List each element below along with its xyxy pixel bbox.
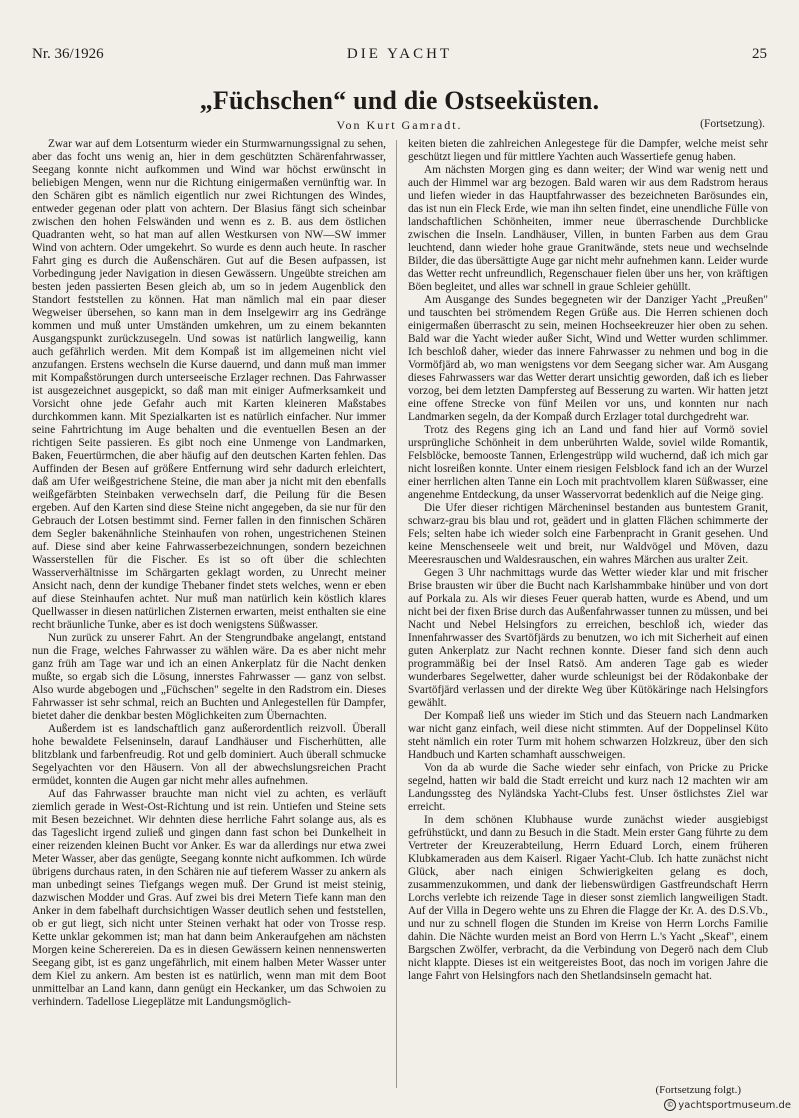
paragraph: Zwar war auf dem Lotsenturm wieder ein Sturmwarnungssignal zu sehen, aber das focht uns wenig an, hier in dem geschützten Schärenfahrwasser, Seegang konnte nicht aufkommen und Wind war höchst erwünscht in beliebigen Mengen, wenn nur die Richtung einigermaßen vernünftig war. In den Schären gibt es nämlich eigentlich nur zwei Richtungen des Windes, entweder gegenan oder platt von achtern. Der Blasius fängt sich scheinbar zwischen den hohen Felswänden und wenn es z. B. aus dem östlichen Quadranten weht, so hat man auf allen Westkursen von NW—SW immer Wind von achtern. Oder umgekehrt. So wurde es denn auch heute. In rascher Fahrt ging es durch die Außenschären. Gut auf die Besen aufpassen, ist Vorbedingung jeder Navigation in diesen Gewässern. Ungeübte streichen am besten jeden passierten Besen gleich ab, um so in jedem Augenblick den Standort feststellen zu können. Hat man nämlich mal ein paar dieser Wegweiser übersehen, so kann man in dem Inselgewirr arg ins Gedränge kommen und muß unter Umständen umkehren, um zu einem bekannten Ausgangspunkt zurückzusegeln. Und sowas ist natürlich langweilig, kann auch gefährlich werden. Mit dem Kompaß ist im allgemeinen nicht viel anzufangen. Erstens wechseln die Kurse dauernd, und dann muß man immer mit Kompaßstörungen durch unterseeische Erzlager rechnen. Das Fahrwasser ist ausgezeichnet ausgepickt, so daß man mit einiger Aufmerksamkeit und Vorsicht ohne jede Gefahr auch mit Karten kleineren Maßstabes durchkommen kann. Mit Spezialkarten ist es natürlich einfacher. Nur immer seine Fahrtrichtung im Auge behalten und die eventuellen Besen an der richtigen Seite passieren. Es gibt noch eine Unmenge von Landmarken, Baken, Feuertürmchen, die aber häufig auf den deutschen Karten fehlen. Das Auffinden der Besen auf größere Entfernung wird sehr dadurch erleichtert, daß am Ufer weißgestrichene Steine, die man aber ja nicht mit den ebenfalls weißgefärbten Steinbaken verwechseln darf, die Peilung für die Besen ergeben. Auf den Karten sind diese Steine nicht angegeben, da sie nur für den Gebrauch der Lotsen bestimmt sind. Ferner fallen in den finnischen Schären dem Segler bakenähnliche Steinhaufen von rohen, ungestrichenen Steinen auf. Diese sind aber keine Fahrwasserbezeichnungen, sondern bezeichnen Wasserstellen für die Fischer. Es ist so oft über die schlechten Wasserverhältnisse im Schärgarten geklagt worden, zu Unrecht meiner Ansicht nach, denn der kundige Thebaner findet stets welches, wenn er eben auf diese Steinhaufen achtet. Nur muß man natürlich kein köstlich klares Quellwasser in diesen natürlichen Zisternen erwarten, meist enthalten sie eine recht bräunliche Tunke, aber es ist doch wenigstens Süßwasser. xyxy=(32,138,386,631)
paragraph: Der Kompaß ließ uns wieder im Stich und das Steuern nach Landmarken war nicht ganz einfach, weil diese nicht stimmten. Auf der Doppelinsel Küto steht nämlich ein roter Turm mit hohem schwarzen Holzkreuz, über den sich Handbuch und Karten schamhaft ausschweigen. xyxy=(408,710,768,761)
continuation-note: (Fortsetzung). xyxy=(700,118,765,130)
watermark xyxy=(664,1099,791,1111)
paragraph: Gegen 3 Uhr nachmittags wurde das Wetter wieder klar und mit frischer Brise brausten wir über die Bucht nach Karlshammbake hinüber und von dort auf Porkala zu. Als wir dieses Feuer querab hatten, wurde es Abend, und um nicht bei der fixen Brise durch das Außenfahrwasser tunnen zu müssen, und bei Nacht und Nebel Helsingfors zu erreichen, beschloß ich, wieder das Innenfahrwasser des Svartöfjärds zu benutzen, wo ich mit Sicherheit auf einen guten Ankerplatz zur Nacht rechnen konnte. Dieser fand sich denn auch programmäßig bei der Insel Ratsö. Am anderen Tage gab es wieder wunderbares Segelwetter, daher wurde schleunigst bei der Rödakonbake der Svartöfjärd verlassen und der direkte Weg über Kütökäringe nach Helsingfors gewählt. xyxy=(408,567,768,709)
paragraph: Von da ab wurde die Sache wieder sehr einfach, von Pricke zu Pricke segelnd, hatten wir bald die Stadt erreicht und kurz nach 12 machten wir am Landungssteg des Nyländska Yacht-Clubs fest. Unser östlichstes Ziel war erreicht. xyxy=(408,762,768,813)
paragraph: Am Ausgange des Sundes begegneten wir der Danziger Yacht „Preußen" und tauschten bei strömendem Regen Grüße aus. Die Herren schienen doch einigermaßen überrascht zu sein, meinen Hochseekreuzer hier oben zu sehen. Bald war die Yacht wieder außer Sicht, Wind und Wetter wurden schlimmer. Ich beschloß daher, wieder das innere Fahrwasser zu nehmen und bog in die Vormöfjärd ab, wo man wenigstens vor dem Seegang sicher war. Am Ausgang dieses Fahrwassers war das Wetter derart unsichtig geworden, daß ich es lieber vorzog, bei dem letzten Dampfersteg auf Besserung zu warten. Wir hatten jetzt eine offene Strecke von fünf Meilen vor uns, und konnten nur nach Landmarken segeln, da der Kompaß durch Erzlager total durchgedreht war. xyxy=(408,294,768,423)
journal-name: DIE YACHT xyxy=(346,46,453,62)
paragraph: keiten bieten die zahlreichen Anlegestege für die Dampfer, welche meist sehr geschützt liegen und für mittlere Yachten auch Wassertiefe genug haben. xyxy=(408,138,768,163)
article-title: „Füchschen“ und die Ostseeküsten. xyxy=(199,86,600,115)
paragraph: Die Ufer dieser richtigen Märcheninsel bestanden aus buntestem Granit, schwarz-grau bis blau und rot, geädert und in glatten Flächen schimmerte der Fels; selten habe ich wieder solch eine Farbenpracht in Granit gesehen. Und keine Menschenseele weit und breit, nur Waldvögel und Möven, dazu Meeresrauschen und Waldesrauschen, ein wahres Märchen aus uralter Zeit. xyxy=(408,502,768,566)
left-column xyxy=(32,138,386,1009)
paragraph: Auf das Fahrwasser brauchte man nicht viel zu achten, es verläuft ziemlich gerade in West-Ost-Richtung und ist rein. Untiefen und Steine sets mit Besen bezeichnet. Wir dehnten diese herrliche Fahrt solange aus, als es das Tageslicht irgend zuließ und gingen dann fast schon bei Dunkelheit in einer reizenden kleinen Bucht vor Anker. Es war da allerdings nur etwa zwei Meter Wasser, aber das genügte, Seegang konnte nicht aufkommen. Ich würde übrigens durchaus raten, in den Schären nie auf tieferem Wasser zu ankern als man unbedingt seines Tiefgangs wegen muß. Der Grund ist meist steinig, dazwischen Modder und Gras. Auf zwei bis drei Metern Tiefe kann man den Anker in dem fabelhaft durchsichtigen Wasser deutlich sehen und feststellen, ob er gut liegt, sich nicht unter Steinen verhakt hat oder von Trosse resp. Kette unklar gekommen ist; man hat dann beim Ankeraufgehen am nächsten Morgen keine Scherereien. Da es in diesen Gewässern keinen nennenswerten Seegang gibt, ist es ganz ungefährlich, mit einem halben Meter Wasser unter dem Kiel zu ankern. Am besten ist es natürlich, wenn man mit dem Boot unmittelbar an Land kann, dann genügt ein Heckanker, um das Schwoien zu verhindern. Tadellose Liegeplätze mit Landungsmöglich- xyxy=(32,788,386,1008)
paragraph: Trotz des Regens ging ich an Land und fand hier auf Vormö soviel ursprüngliche Schönheit in dem unberührten Walde, soviel wilde Romantik, Felsblöcke, bemooste Tannen, Erlengestrüpp wild wuchernd, daß ich mich gar nicht losreißen konnte. Unter einem riesigen Felsblock fand ich an der Wurzel einer herrlichen alten Tanne ein Loch mit prachtvollem klaren Süßwasser, eine angenehme Entdeckung, da unser Wasservorrat bedenklich auf die Neige ging. xyxy=(408,424,768,501)
to-be-continued-note: (Fortsetzung folgt.) xyxy=(655,1084,741,1096)
page-header xyxy=(32,46,767,68)
issue-number: Nr. 36/1926 xyxy=(32,46,104,62)
column-divider xyxy=(396,140,397,1088)
watermark-text: yachtsportmuseum.de xyxy=(678,1100,791,1111)
copyright-icon: © xyxy=(664,1099,676,1111)
paragraph: Nun zurück zu unserer Fahrt. An der Stengrundbake angelangt, entstand nun die Frage, welches Fahrwasser zu wählen wäre. Da es aber nicht mehr ganz früh am Tage war und ich an einen Ankerplatz für die Nacht denken mußte, so ergab sich die Lösung, innerstes Fahrwasser — ganz von selbst. Also wurde abgebogen und „Füchschen" segelte in den Radstrom ein. Dieses Fahrwasser ist sehr schmal, reich an Buchten und Anlegestellen für Dampfer, bietet daher die denkbar besten Möglichkeiten zum Übernachten. xyxy=(32,632,386,722)
page-number: 25 xyxy=(752,46,767,62)
right-column xyxy=(408,138,768,983)
article-byline: Von Kurt Gamradt. xyxy=(336,118,463,132)
paragraph: In dem schönen Klubhause wurde zunächst wieder ausgiebigst gefrühstückt, und dann zu Besuch in die Stadt. Mein erster Gang führte zu dem Vertreter der Kreuzerabteilung, Herrn Eduard Lorch, einem früheren Klubkameraden aus dem Kaiserl. Rigaer Yacht-Club. Ich hatte zunächst nicht Glück, aber nach einigen Schwierigkeiten gelang es doch, zusammenzukommen, und dank der liebenswürdigen Gastfreundschaft Herrn Lorchs verlebte ich reizende Tage in dieser sonst ziemlich langweiligen Stadt. Auf der Villa in Degero wehte uns zu Ehren die Flagge der Kr. A. des D.S.Vb., und nur zu schnell flogen die Stunden im Kreise von Herrn Lorchs Familie dahin. Die Nächte wurden meist an Bord von Herrn L.'s Yacht „Skeaf", einem Bargschen Zwölfer, verbracht, da die Verbindung von Degerö nach dem Club nicht klappte. Dieses ist ein weitgereistes Boot, das noch im vorigen Jahre die lange Fahrt von Helsingfors nach den Shetlandsinseln gemacht hat. xyxy=(408,814,768,982)
paragraph: Außerdem ist es landschaftlich ganz außerordentlich reizvoll. Überall hohe bewaldete Felseninseln, darauf Landhäuser und Fischerhütten, alle blitzblank und farbenfreudig. Rot und gelb dominiert. Auch überall schmucke Segelyachten vor den Häusern. Von all der abwechslungsreichen Pracht ermüdet, konnten die Augen gar nicht mehr alles aufnehmen. xyxy=(32,723,386,787)
paragraph: Am nächsten Morgen ging es dann weiter; der Wind war wenig nett und auch der Himmel war arg bezogen. Bald waren wir aus dem Radstrom heraus und liefen wieder in das Hauptfahrwasser des bezeichneten Barösundes ein, das ist nun ein Fleck Erde, wie man ihn selten findet, eine unendliche Fülle von landschaftlichen Schönheiten, immer neue überraschende Durchblicke zwischen die Inseln. Landhäuser, Villen, in bunten Farben aus dem Grau leuchtend, dann wieder hohe graue Granitwände, stets neue und wechselnde Bilder, die das übersättigte Auge gar nicht mehr aufnehmen kann. Leider wurde das Wetter recht unfreundlich, Regenschauer fielen über uns her, von kräftigen Böen begleitet, und alles war schnell in graue Schleier gehüllt. xyxy=(408,164,768,293)
